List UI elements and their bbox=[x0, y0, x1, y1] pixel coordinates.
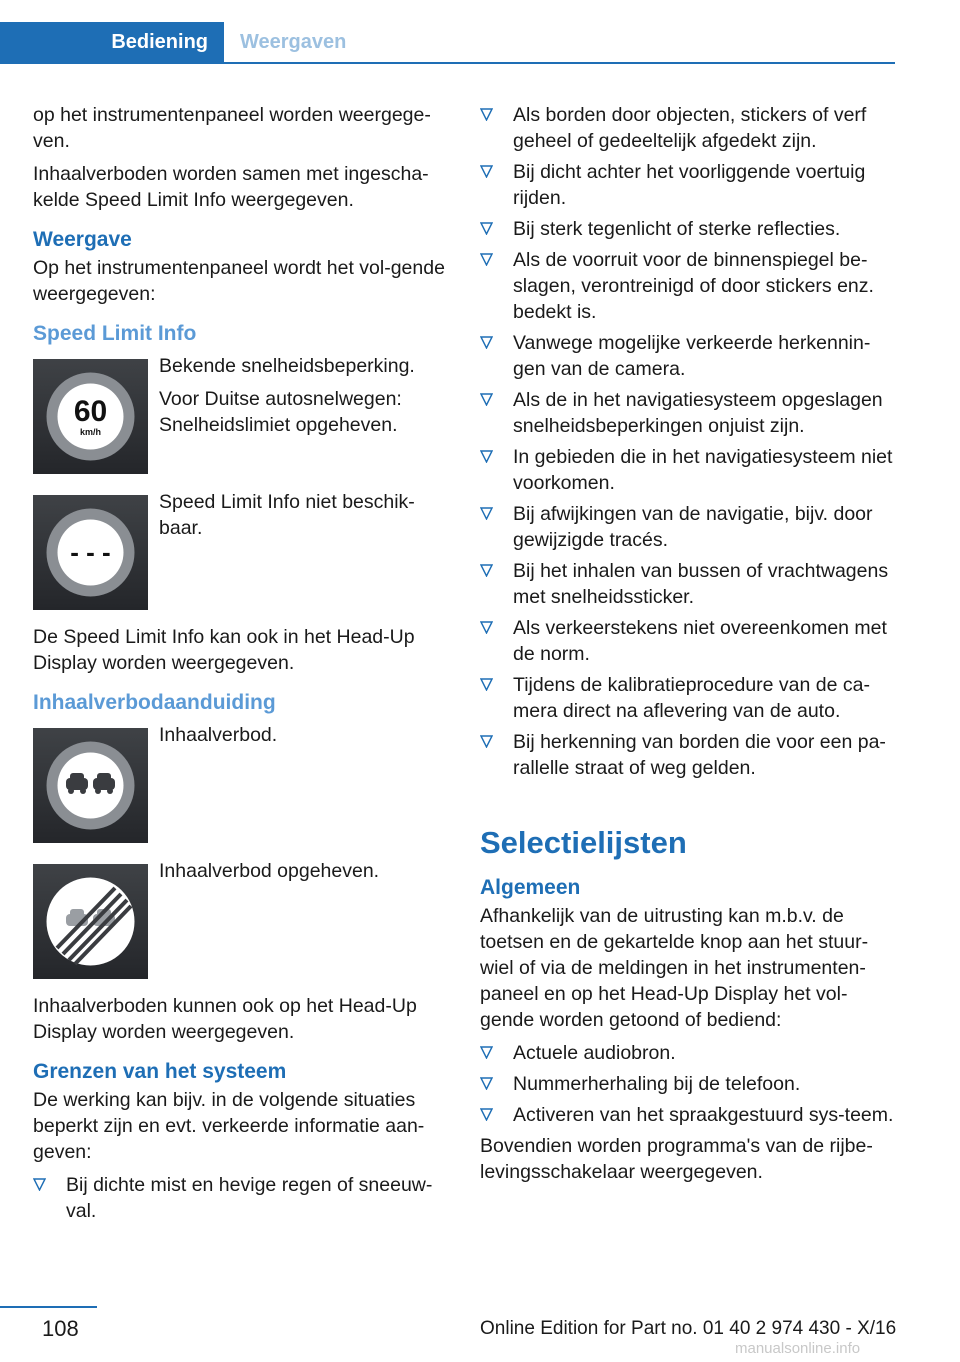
triangle-bullet-icon bbox=[480, 678, 493, 691]
list-item: Nummerherhaling bij de telefoon. bbox=[480, 1071, 898, 1097]
triangle-bullet-icon bbox=[480, 1077, 493, 1090]
watermark: manualsonline.info bbox=[735, 1340, 861, 1357]
grenzen-list-left bbox=[33, 1172, 445, 1224]
triangle-bullet-icon bbox=[480, 253, 493, 266]
algemeen-text: Afhankelijk van de uitrusting kan m.b.v. de toetsen en de gekartelde knop aan het stuur-wiel of via de meldingen in het instrumenten-paneel en op het Head-Up Display het vol-gende worden getoond of bediend: bbox=[480, 905, 869, 1031]
list-item: Tijdens de kalibratieprocedure van de ca-mera direct na aflevering van de auto. bbox=[480, 672, 898, 724]
list-item: Als de voorruit voor de binnenspiegel be-slagen, verontreinigd of door stickers enz. bedekt is. bbox=[480, 247, 898, 325]
selectielijsten-heading: Selectielijsten bbox=[480, 825, 687, 860]
sign-row-no-overtaking bbox=[33, 724, 445, 843]
speed-hud-text: De Speed Limit Info kan ook in het Head-Up Display worden weergegeven. bbox=[33, 626, 415, 674]
overtaking-lifted-icon bbox=[33, 864, 148, 979]
sign-dashes: - - - bbox=[70, 537, 111, 567]
inhaal-hud-text: Inhaalverboden kunnen ook op het Head-Up Display worden weergegeven. bbox=[33, 995, 417, 1043]
triangle-bullet-icon bbox=[480, 393, 493, 406]
list-item: Actuele audiobron. bbox=[480, 1040, 898, 1066]
list-item: Als verkeerstekens niet overeenkomen met de norm. bbox=[480, 615, 898, 667]
triangle-bullet-icon bbox=[480, 735, 493, 748]
closing-text: Bovendien worden programma's van de rijbe-levingsschakelaar weergegeven. bbox=[480, 1135, 873, 1183]
algemeen-heading: Algemeen bbox=[480, 876, 581, 899]
weergave-text: Op het instrumentenpaneel wordt het vol-gende weergegeven: bbox=[33, 257, 445, 305]
left-column bbox=[33, 102, 445, 1229]
list-item: Bij sterk tegenlicht of sterke reflecties. bbox=[480, 216, 898, 242]
list-item: Bij afwijkingen van de navigatie, bijv. door gewijzigde tracés. bbox=[480, 501, 898, 553]
speed-limit-info-heading: Speed Limit Info bbox=[33, 322, 197, 345]
intro-paragraph-1: op het instrumentenpaneel worden weergege-ven. bbox=[33, 104, 431, 152]
sign2-text: Speed Limit Info niet beschik-baar. bbox=[159, 491, 415, 539]
triangle-bullet-icon bbox=[33, 1178, 46, 1191]
list-item: Bij dicht achter het voorliggende voertuig rijden. bbox=[480, 159, 898, 211]
sign4-text: Inhaalverbod opgeheven. bbox=[159, 860, 380, 882]
triangle-bullet-icon bbox=[480, 336, 493, 349]
triangle-bullet-icon bbox=[480, 222, 493, 235]
edition-footer: Online Edition for Part no. 01 40 2 974 430 - X/16 bbox=[480, 1318, 897, 1339]
grenzen-text: De werking kan bijv. in de volgende situaties beperkt zijn en evt. verkeerde informatie aan-geven: bbox=[33, 1089, 425, 1163]
tab-bediening[interactable]: Bediening bbox=[0, 22, 224, 62]
triangle-bullet-icon bbox=[480, 1108, 493, 1121]
sign-speed-number: 60 bbox=[73, 395, 108, 428]
list-item: Bij herkenning van borden die voor een pa-rallelle straat of weg gelden. bbox=[480, 729, 898, 781]
list-item: Bij dichte mist en hevige regen of sneeuw-val. bbox=[33, 1172, 445, 1224]
tab-weergaven[interactable]: Weergaven bbox=[240, 31, 347, 53]
no-overtaking-icon bbox=[33, 728, 148, 843]
triangle-bullet-icon bbox=[480, 507, 493, 520]
list-item: In gebieden die in het navigatiesysteem niet voorkomen. bbox=[480, 444, 898, 496]
grenzen-list-right bbox=[480, 102, 898, 781]
list-item: Als borden door objecten, stickers of verf geheel of gedeeltelijk afgedekt zijn. bbox=[480, 102, 898, 154]
sign-row-speed-limit bbox=[33, 355, 445, 474]
sign1-text-1: Bekende snelheidsbeperking. bbox=[159, 355, 415, 377]
grenzen-heading: Grenzen van het systeem bbox=[33, 1060, 287, 1083]
weergave-heading: Weergave bbox=[33, 228, 132, 251]
sign-row-overtaking-lifted bbox=[33, 860, 445, 979]
speed-limit-unavailable-icon bbox=[33, 495, 148, 610]
triangle-bullet-icon bbox=[480, 621, 493, 634]
triangle-bullet-icon bbox=[480, 108, 493, 121]
sign3-text: Inhaalverbod. bbox=[159, 724, 278, 746]
inhaal-heading: Inhaalverbodaanduiding bbox=[33, 691, 276, 714]
list-item: Activeren van het spraakgestuurd sys-teem. bbox=[480, 1102, 898, 1128]
algemeen-list bbox=[480, 1040, 898, 1128]
sign1-text-2: Voor Duitse autosnelwegen: Snelheidslimiet opgeheven. bbox=[159, 388, 402, 436]
list-item: Vanwege mogelijke verkeerde herkennin-gen van de camera. bbox=[480, 330, 898, 382]
page-number-rule bbox=[0, 1306, 97, 1308]
sign-row-not-available bbox=[33, 491, 445, 610]
list-item: Bij het inhalen van bussen of vrachtwagens met snelheidssticker. bbox=[480, 558, 898, 610]
triangle-bullet-icon bbox=[480, 1046, 493, 1059]
sign-speed-unit: km/h bbox=[79, 427, 102, 437]
triangle-bullet-icon bbox=[480, 165, 493, 178]
page-number: 108 bbox=[42, 1316, 79, 1341]
chapter-tab-bar bbox=[0, 22, 895, 64]
triangle-bullet-icon bbox=[480, 450, 493, 463]
right-column bbox=[480, 102, 898, 1192]
triangle-bullet-icon bbox=[480, 564, 493, 577]
intro-paragraph-2: Inhaalverboden worden samen met ingescha-kelde Speed Limit Info weergegeven. bbox=[33, 163, 429, 211]
speed-limit-60-icon bbox=[33, 359, 148, 474]
list-item: Als de in het navigatiesysteem opgeslagen snelheidsbeperkingen onjuist zijn. bbox=[480, 387, 898, 439]
